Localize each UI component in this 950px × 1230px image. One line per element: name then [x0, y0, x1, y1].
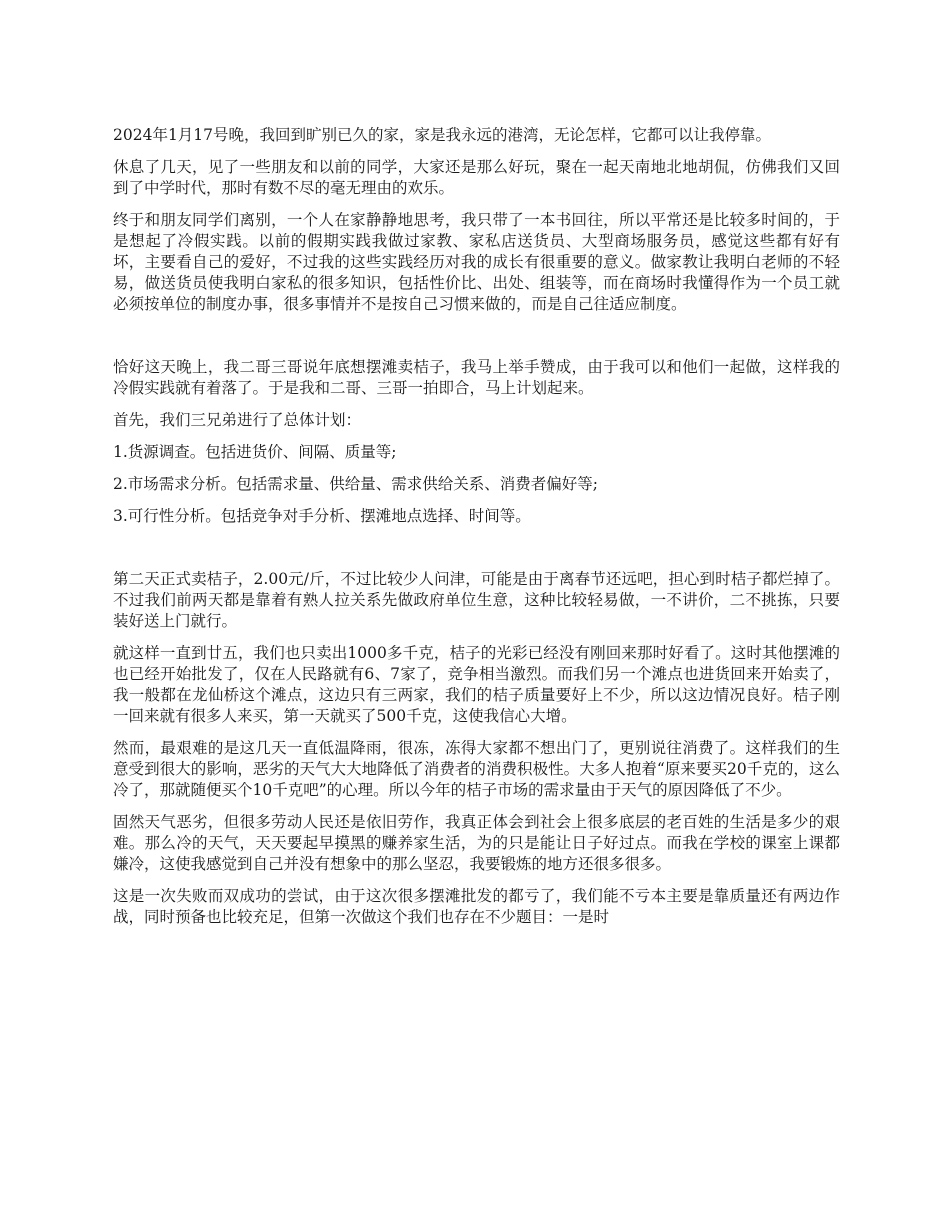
list-item: 3.可行性分析。包括竞争对手分析、摆滩地点选择、时间等。 — [113, 507, 531, 525]
list-item: 2.市场需求分析。包括需求量、供给量、需求供给关系、消费者偏好等; — [113, 475, 599, 493]
section-gap — [113, 538, 840, 569]
list-item: 1.货源调查。包括进货价、间隔、质量等; — [113, 443, 397, 461]
paragraph: 固然天气恶劣，但很多劳动人民还是依旧劳作，我真正体会到社会上很多底层的老百姓的生活是多少的艰难。那么冷的天气，天天要起早摸黑的赚养家生活，为的只是能让日子好过点。而我在学校的课室上课都嫌冷，这使我感觉到自己并没有想象中的那么坚忍，我要锻炼的地方还很多很多。 — [113, 813, 840, 873]
paragraph: 休息了几天，见了一些朋友和以前的同学，大家还是那么好玩，聚在一起天南地北地胡侃，仿佛我们又回到了中学时代，那时有数不尽的毫无理由的欢乐。 — [113, 158, 840, 197]
paragraph: 就这样一直到廿五，我们也只卖出1000多千克，桔子的光彩已经没有刚回来那时好看了。这时其他摆滩的也已经开始批发了，仅在人民路就有6、7家了，竞争相当激烈。而我们另一个滩点也进货回来开始卖了，我一般都在龙仙桥这个滩点，这边只有三两家，我们的桔子质量要好上不少，所以这边情况良好。桔子刚一回来就有很多人来买，第一天就买了500千克，这使我信心大增。 — [113, 644, 840, 725]
paragraph: 恰好这天晚上，我二哥三哥说年底想摆滩卖桔子，我马上举手赞成，由于我可以和他们一起做，这样我的冷假实践就有着落了。于是我和二哥、三哥一拍即合，马上计划起来。 — [113, 358, 840, 397]
paragraph: 然而，最艰难的是这几天一直低温降雨，很冻，冻得大家都不想出门了，更别说往消费了。这样我们的生意受到很大的影响，恶劣的天气大大地降低了消费者的消费积极性。大多人抱着“原来要买20千克的，这么冷了，那就随便买个10千克吧”的心理。所以今年的桔子市场的需求量由于天气的原因降低了不少。 — [113, 739, 840, 799]
paragraph: 2024年1月17号晚，我回到旷别已久的家，家是我永远的港湾，无论怎样，它都可以让我停靠。 — [113, 126, 772, 144]
section-gap — [113, 326, 840, 357]
paragraph: 这是一次失败而双成功的尝试，由于这次很多摆滩批发的都亏了，我们能不亏本主要是靠质量还有两边作战，同时预备也比较充足，但第一次做这个我们也存在不少题目：一是时 — [113, 887, 840, 926]
document-body — [113, 125, 840, 939]
paragraph: 终于和朋友同学们离别，一个人在家静静地思考，我只带了一本书回往，所以平常还是比较多时间的，于是想起了冷假实践。以前的假期实践我做过家教、家私店送货员、大型商场服务员，感觉这些都有好有坏，主要看自己的爱好，不过我的这些实践经历对我的成长有很重要的意义。做家教让我明白老师的不轻易，做送货员使我明白家私的很多知识，包括性价比、出处、组装等，而在商场时我懂得作为一个员工就必须按单位的制度办事，很多事情并不是按自己习惯来做的，而是自己往适应制度。 — [113, 211, 840, 313]
paragraph: 首先，我们三兄弟进行了总体计划： — [113, 411, 362, 429]
paragraph: 第二天正式卖桔子，2.00元/斤，不过比较少人问津，可能是由于离春节还远吧，担心到时桔子都烂掉了。不过我们前两天都是靠着有熟人拉关系先做政府单位生意，这种比较轻易做，一不讲价，二不挑拣，只要装好送上门就行。 — [113, 570, 840, 630]
